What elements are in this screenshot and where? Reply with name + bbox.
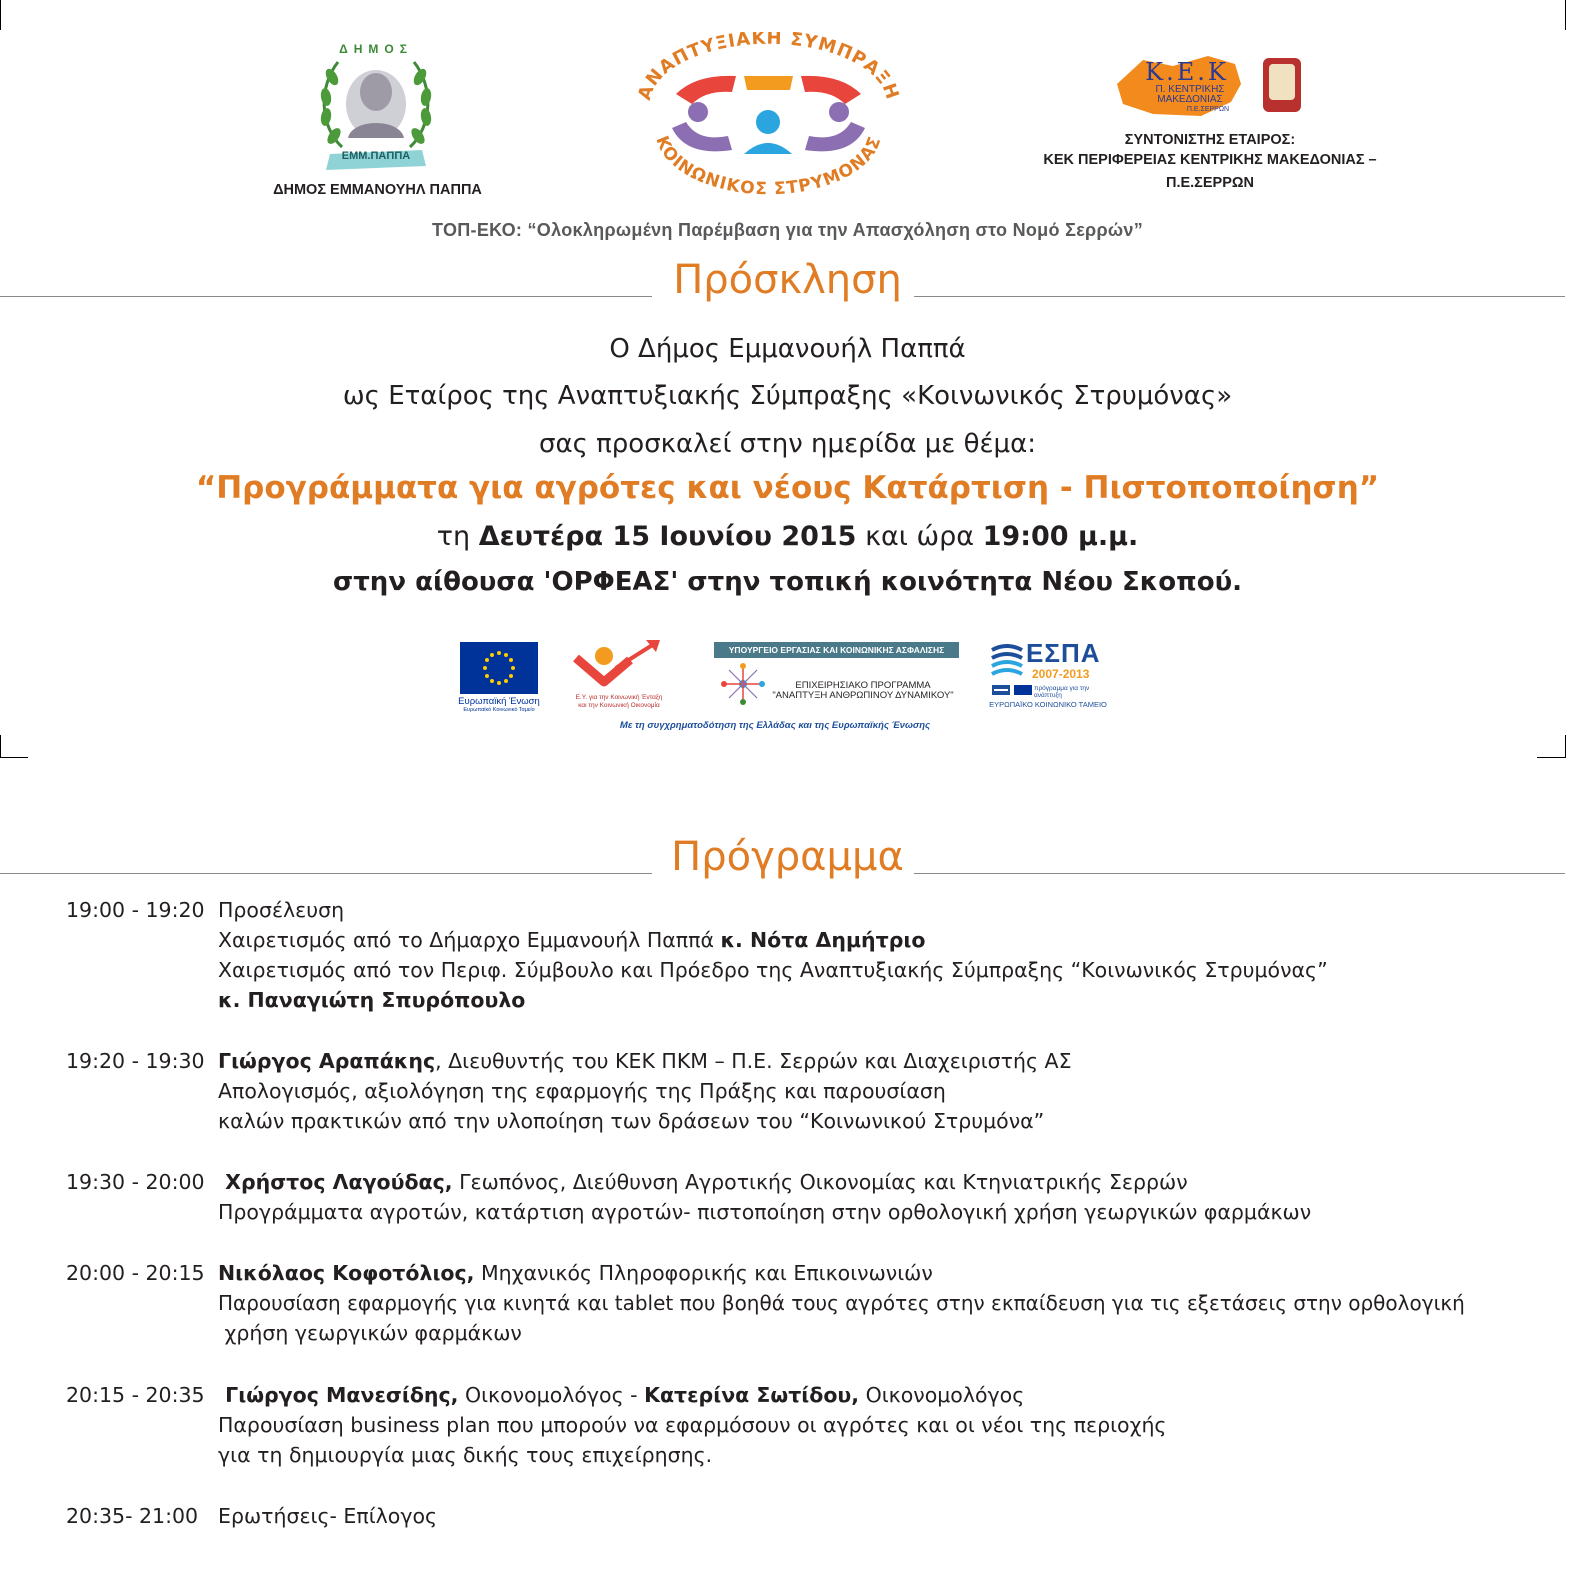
ey-label-1: Ε.Υ. για την Κοινωνική Ένταξη	[575, 694, 663, 701]
slot-time: 19:00 - 19:20	[66, 898, 205, 922]
slot-line: καλών πρακτικών από την υλοποίηση των δράσεων του “Κοινωνικού Στρυμόνα”	[218, 1109, 1045, 1133]
coordinator-caption-2: ΚΕΚ ΠΕΡΙΦΕΡΕΙΑΣ ΚΕΝΤΡΙΚΗΣ ΜΑΚΕΔΟΝΙΑΣ –	[1043, 152, 1377, 168]
ey-label-2: και την Κοινωνική Οικονομία	[578, 702, 660, 709]
slot-line: Απολογισμός, αξιολόγηση της εφαρμογής της Πράξης και παρουσίαση	[218, 1079, 946, 1103]
ministry-program-2: "ΑΝΑΠΤΥΞΗ ΑΝΘΡΩΠΙΝΟΥ ΔΥΝΑΜΙΚΟΥ"	[772, 690, 954, 701]
slot-line	[218, 1380, 1024, 1410]
espa-title: ΕΣΠΑ	[1026, 638, 1101, 668]
event-date: Δευτέρα 15 Ιουνίου 2015	[478, 521, 857, 552]
crop-mark	[1565, 735, 1566, 758]
municipality-caption: ΔΗΜΟΣ ΕΜΜΑΝΟΥΗΛ ΠΑΠΠΑ	[273, 182, 482, 198]
slot-line: Παρουσίαση business plan που μπορούν να εφαρμόσουν οι αγρότες και οι νέοι της περιοχής	[218, 1413, 1167, 1437]
slot-line: Ερωτήσεις- Επίλογος	[218, 1504, 438, 1528]
svg-text:ΑΝΑΠΤΥΞΙΑΚΗ ΣΥΜΠΡΑΞΗ	[636, 32, 901, 103]
slot-line	[218, 1258, 933, 1288]
ministry-program-1: ΕΠΙΧΕΙΡΗΣΙΑΚΟ ΠΡΟΓΡΑΜΜΑ	[795, 680, 931, 691]
eu-label-1: Ευρωπαϊκή Ένωση	[458, 696, 540, 707]
speaker-name: Γιώργος Μανεσίδης,	[218, 1383, 459, 1407]
slot-text: Γεωπόνος, Διεύθυνση Αγροτικής Οικονομίας και Κτηνιατρικής Σερρών	[452, 1170, 1188, 1194]
espa-logo	[990, 640, 1110, 712]
eu-flag-logo	[460, 642, 540, 714]
coordinator-caption-3: Π.Ε.ΣΕΡΡΩΝ	[1165, 175, 1254, 191]
invitation-heading: Πρόσκληση	[673, 257, 902, 303]
speaker-name	[218, 985, 525, 1015]
kek-logo	[1113, 54, 1303, 120]
date-prefix: τη	[436, 521, 479, 552]
eu-label-2: Ευρωπαϊκό Κοινωνικό Ταμείο	[463, 707, 535, 713]
event-title: “Προγράμματα για αγρότες και νέους Κατάρτιση - Πιστοποποίηση”	[195, 470, 1380, 506]
cofunding-note: Με τη συγχρηματοδότηση της Ελλάδας και της Ευρωπαϊκής Ένωσης	[619, 720, 931, 731]
speaker-name: Χρήστος Λαγούδας,	[218, 1170, 453, 1194]
municipality-logo	[312, 42, 440, 177]
slot-text: Οικονομολόγος -	[458, 1383, 645, 1407]
program-heading: Πρόγραμμα	[671, 834, 904, 880]
crop-mark	[0, 735, 1, 758]
speaker-name: Κατερίνα Σωτίδου,	[644, 1383, 860, 1407]
slot-text: Οικονομολόγος	[859, 1383, 1025, 1407]
ministry-logo	[714, 642, 959, 706]
partnership-top-text: ΑΝΑΠΤΥΞΙΑΚΗ ΣΥΜΠΡΑΞΗ	[636, 32, 901, 103]
partnership-logo	[636, 32, 901, 197]
slot-line: Προσέλευση	[218, 898, 345, 922]
kek-sub-text-2: ΜΑΚΕΔΟΝΙΑΣ	[1157, 94, 1223, 105]
slot-line	[218, 1046, 1072, 1076]
slot-line: Προγράμματα αγροτών, κατάρτιση αγροτών- πιστοποίηση στην ορθολογική χρήση γεωργικών φαρμάκων	[218, 1200, 1312, 1224]
speaker-name: κ. Νότα Δημήτριο	[720, 928, 926, 952]
slot-line: χρήση γεωργικών φαρμάκων	[218, 1321, 522, 1345]
espa-years: 2007-2013	[1032, 667, 1090, 681]
speaker-name: Γιώργος Αραπάκης	[218, 1049, 436, 1073]
slot-line: Παρουσίαση εφαρμογής για κινητά και tablet που βοηθά τους αγρότες στην εκπαίδευση για τις εξετάσεις στην ορθολογική	[218, 1291, 1465, 1315]
event-venue: στην αίθουσα 'ΟΡΦΕΑΣ' στην τοπική κοινότητα Νέου Σκοπού.	[332, 567, 1243, 597]
time-prefix: και ώρα	[856, 521, 983, 552]
speaker-name: Νικόλαος Κοφοτόλιος,	[218, 1261, 475, 1285]
slot-text: Μηχανικός Πληροφορικής και Επικοινωνιών	[474, 1261, 933, 1285]
kek-sub-text-3: Π.Ε.ΣΕΡΡΩΝ	[1186, 106, 1230, 113]
espa-slogan: πρόγραμμα για την ανάπτυξη	[1034, 685, 1090, 699]
crop-mark	[0, 0, 1, 30]
slot-line	[218, 925, 925, 955]
crop-mark	[1537, 757, 1565, 758]
slot-time: 19:30 - 20:00	[66, 1170, 205, 1194]
project-title: ΤΟΠ-ΕΚΟ: “Ολοκληρωμένη Παρέμβαση για την Απασχόληση στο Νομό Σερρών”	[431, 220, 1144, 240]
slot-time: 20:35- 21:00	[66, 1504, 199, 1528]
crop-mark	[0, 757, 28, 758]
kek-sub-text-1: Π. ΚΕΝΤΡΙΚΗΣ	[1155, 84, 1225, 95]
slot-line	[218, 1167, 1188, 1197]
kek-main-text: Κ.Ε.Κ	[1145, 58, 1229, 86]
crop-mark	[1565, 0, 1566, 30]
slot-time: 19:20 - 19:30	[66, 1049, 205, 1073]
slot-time: 20:15 - 20:35	[66, 1383, 205, 1407]
speaker-name-text: κ. Παναγιώτη Σπυρόπουλο	[218, 988, 526, 1012]
invitation-line-3: σας προσκαλεί στην ημερίδα με θέμα:	[539, 429, 1036, 459]
ribbon-text: ΕΜΜ.ΠΑΠΠΑ	[341, 150, 411, 162]
ministry-header: ΥΠΟΥΡΓΕΙΟ ΕΡΓΑΣΙΑΣ ΚΑΙ ΚΟΙΝΩΝΙΚΗΣ ΑΣΦΑΛΙΣΗΣ	[714, 642, 959, 658]
social-inclusion-logo	[568, 638, 668, 718]
slot-line: για τη δημιουργία μιας δικής τους επιχείρησης.	[218, 1443, 713, 1467]
event-datetime	[0, 521, 1575, 552]
coordinator-caption-1: ΣΥΝΤΟΝΙΣΤΗΣ ΕΤΑΙΡΟΣ:	[1124, 132, 1296, 148]
slot-text: , Διευθυντής του ΚΕΚ ΠΚΜ – Π.Ε. Σερρών και Διαχειριστής ΑΣ	[435, 1049, 1072, 1073]
event-time: 19:00 μ.μ.	[982, 521, 1139, 552]
partnership-bottom-text: ΚΟΙΝΩΝΙΚΟΣ ΣΤΡΥΜΟΝΑΣ	[651, 133, 886, 197]
espa-fund: ΕΥΡΩΠΑΪΚΟ ΚΟΙΝΩΝΙΚΟ ΤΑΜΕΙΟ	[989, 700, 1107, 709]
invitation-line-2: ως Εταίρος της Αναπτυξιακής Σύμπραξης «Κοινωνικός Στρυμόνας»	[342, 381, 1233, 411]
ring-text: ΔΗΜΟΣ	[339, 42, 413, 56]
invitation-line-1: Ο Δήμος Εμμανουήλ Παππά	[609, 334, 966, 364]
slot-time: 20:00 - 20:15	[66, 1261, 205, 1285]
slot-line: Χαιρετισμός από τον Περιφ. Σύμβουλο και Πρόεδρο της Αναπτυξιακής Σύμπραξης “Κοινωνικός Στρυμόνας”	[218, 958, 1328, 982]
slot-text: Χαιρετισμός από το Δήμαρχο Εμμανουήλ Παππά	[218, 928, 721, 952]
